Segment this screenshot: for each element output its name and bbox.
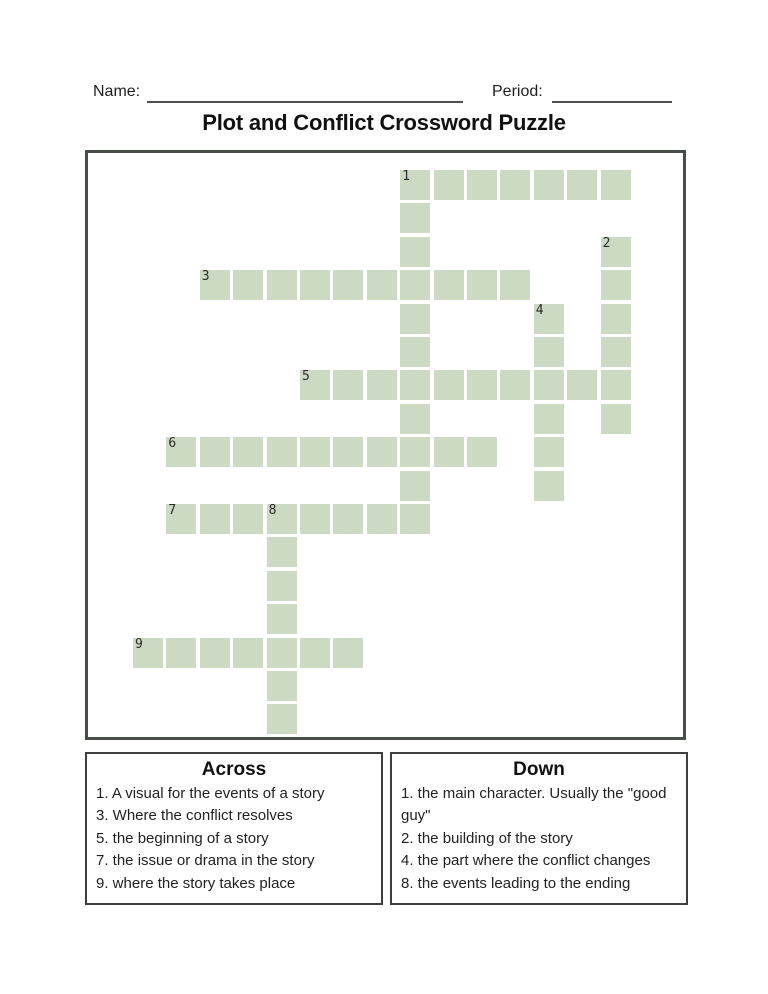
crossword-cell[interactable] bbox=[400, 170, 430, 200]
crossword-cell[interactable] bbox=[400, 270, 430, 300]
clue-item: 5. the beginning of a story bbox=[96, 829, 269, 847]
crossword-cell[interactable] bbox=[400, 471, 430, 501]
crossword-cell[interactable] bbox=[534, 437, 564, 467]
period-label: Period: bbox=[492, 83, 543, 100]
crossword-cell[interactable] bbox=[601, 370, 631, 400]
crossword-cell[interactable] bbox=[367, 437, 397, 467]
clue-item: 1. A visual for the events of a story bbox=[96, 785, 325, 802]
cell-number: 8 bbox=[268, 503, 277, 518]
cell-number: 2 bbox=[602, 235, 611, 251]
crossword-cell[interactable] bbox=[434, 270, 464, 300]
crossword-cell[interactable] bbox=[500, 170, 530, 200]
crossword-cell[interactable] bbox=[233, 504, 263, 534]
crossword-cell[interactable] bbox=[200, 270, 230, 300]
crossword-cell[interactable] bbox=[534, 304, 564, 334]
clue-item: 9. where the story takes place bbox=[96, 874, 296, 892]
crossword-cell[interactable] bbox=[233, 638, 263, 668]
crossword-cell[interactable] bbox=[601, 304, 631, 334]
crossword-cell[interactable] bbox=[567, 370, 597, 400]
crossword-cell[interactable] bbox=[601, 237, 631, 267]
crossword-cell[interactable] bbox=[567, 170, 597, 200]
down-clue-list bbox=[392, 782, 686, 895]
crossword-cell[interactable] bbox=[434, 170, 464, 200]
clue-item: 3. Where the conflict resolves bbox=[96, 807, 293, 825]
crossword-cell[interactable] bbox=[267, 671, 297, 701]
across-title: Across bbox=[201, 759, 267, 780]
cell-number: 7 bbox=[168, 503, 177, 518]
down-clue-box bbox=[390, 752, 688, 905]
crossword-cell[interactable] bbox=[500, 370, 530, 400]
crossword-cell[interactable] bbox=[300, 270, 330, 300]
crossword-cell[interactable] bbox=[333, 270, 363, 300]
name-input-line[interactable] bbox=[147, 101, 463, 103]
page-title: Plot and Conflict Crossword Puzzle bbox=[202, 110, 566, 135]
clue-item: 2. the building of the story bbox=[401, 829, 573, 847]
crossword-cell[interactable] bbox=[367, 370, 397, 400]
across-clue-box bbox=[85, 752, 383, 905]
crossword-cell[interactable] bbox=[300, 638, 330, 668]
crossword-cell[interactable] bbox=[267, 437, 297, 467]
cell-number: 1 bbox=[402, 169, 411, 184]
clue-item: 1. the main character. Usually the "good guy" bbox=[401, 785, 667, 825]
crossword-cell[interactable] bbox=[267, 638, 297, 668]
period-input-line[interactable] bbox=[552, 101, 672, 103]
crossword-cell[interactable] bbox=[467, 270, 497, 300]
crossword-cell[interactable] bbox=[333, 437, 363, 467]
crossword-cell[interactable] bbox=[333, 504, 363, 534]
crossword-cell[interactable] bbox=[400, 404, 430, 434]
crossword-cell[interactable] bbox=[400, 437, 430, 467]
crossword-cell[interactable] bbox=[534, 404, 564, 434]
crossword-cell[interactable] bbox=[233, 437, 263, 467]
crossword-cell[interactable] bbox=[400, 304, 430, 334]
crossword-cell[interactable] bbox=[200, 437, 230, 467]
crossword-cell[interactable] bbox=[500, 270, 530, 300]
crossword-cell[interactable] bbox=[400, 337, 430, 367]
crossword-cell[interactable] bbox=[367, 270, 397, 300]
cell-number: 4 bbox=[535, 302, 544, 318]
crossword-cell[interactable] bbox=[166, 437, 196, 467]
crossword-cell[interactable] bbox=[267, 571, 297, 601]
crossword-cell[interactable] bbox=[400, 237, 430, 267]
crossword-cell[interactable] bbox=[467, 370, 497, 400]
crossword-cell[interactable] bbox=[300, 370, 330, 400]
crossword-cell[interactable] bbox=[333, 370, 363, 400]
crossword-cell[interactable] bbox=[434, 370, 464, 400]
crossword-cell[interactable] bbox=[367, 504, 397, 534]
crossword-cell[interactable] bbox=[200, 504, 230, 534]
crossword-cell[interactable] bbox=[434, 437, 464, 467]
crossword-cell[interactable] bbox=[166, 504, 196, 534]
crossword-cell[interactable] bbox=[601, 170, 631, 200]
crossword-cell[interactable] bbox=[400, 203, 430, 233]
crossword-cell[interactable] bbox=[300, 504, 330, 534]
crossword-cell[interactable] bbox=[267, 604, 297, 634]
name-label: Name: bbox=[93, 83, 141, 100]
crossword-cell[interactable] bbox=[601, 337, 631, 367]
crossword-cell[interactable] bbox=[200, 638, 230, 668]
crossword-cell[interactable] bbox=[300, 437, 330, 467]
crossword-cell[interactable] bbox=[133, 638, 163, 668]
crossword-cell[interactable] bbox=[166, 638, 196, 668]
crossword-grid bbox=[85, 150, 686, 740]
crossword-cell[interactable] bbox=[601, 270, 631, 300]
crossword-cell[interactable] bbox=[267, 504, 297, 534]
cell-number: 5 bbox=[302, 369, 310, 385]
crossword-cell[interactable] bbox=[534, 370, 564, 400]
crossword-cell[interactable] bbox=[467, 170, 497, 200]
cell-number: 6 bbox=[168, 436, 177, 452]
clue-item: 8. the events leading to the ending bbox=[401, 874, 631, 892]
down-title: Down bbox=[513, 759, 565, 780]
crossword-cell[interactable] bbox=[333, 638, 363, 668]
clue-item: 4. the part where the conflict changes bbox=[401, 852, 651, 870]
cell-number: 9 bbox=[135, 636, 143, 652]
crossword-cell[interactable] bbox=[233, 270, 263, 300]
crossword-cell[interactable] bbox=[400, 504, 430, 534]
across-clue-list bbox=[87, 782, 381, 895]
crossword-cell[interactable] bbox=[267, 704, 297, 734]
crossword-cell[interactable] bbox=[534, 471, 564, 501]
clue-item: 7. the issue or drama in the story bbox=[96, 852, 315, 870]
crossword-cell[interactable] bbox=[534, 337, 564, 367]
crossword-cell[interactable] bbox=[534, 170, 564, 200]
crossword-cell[interactable] bbox=[400, 370, 430, 400]
crossword-cell[interactable] bbox=[267, 270, 297, 300]
crossword-cell[interactable] bbox=[267, 537, 297, 567]
crossword-cell[interactable] bbox=[601, 404, 631, 434]
crossword-cell[interactable] bbox=[467, 437, 497, 467]
cell-number: 3 bbox=[201, 269, 210, 285]
